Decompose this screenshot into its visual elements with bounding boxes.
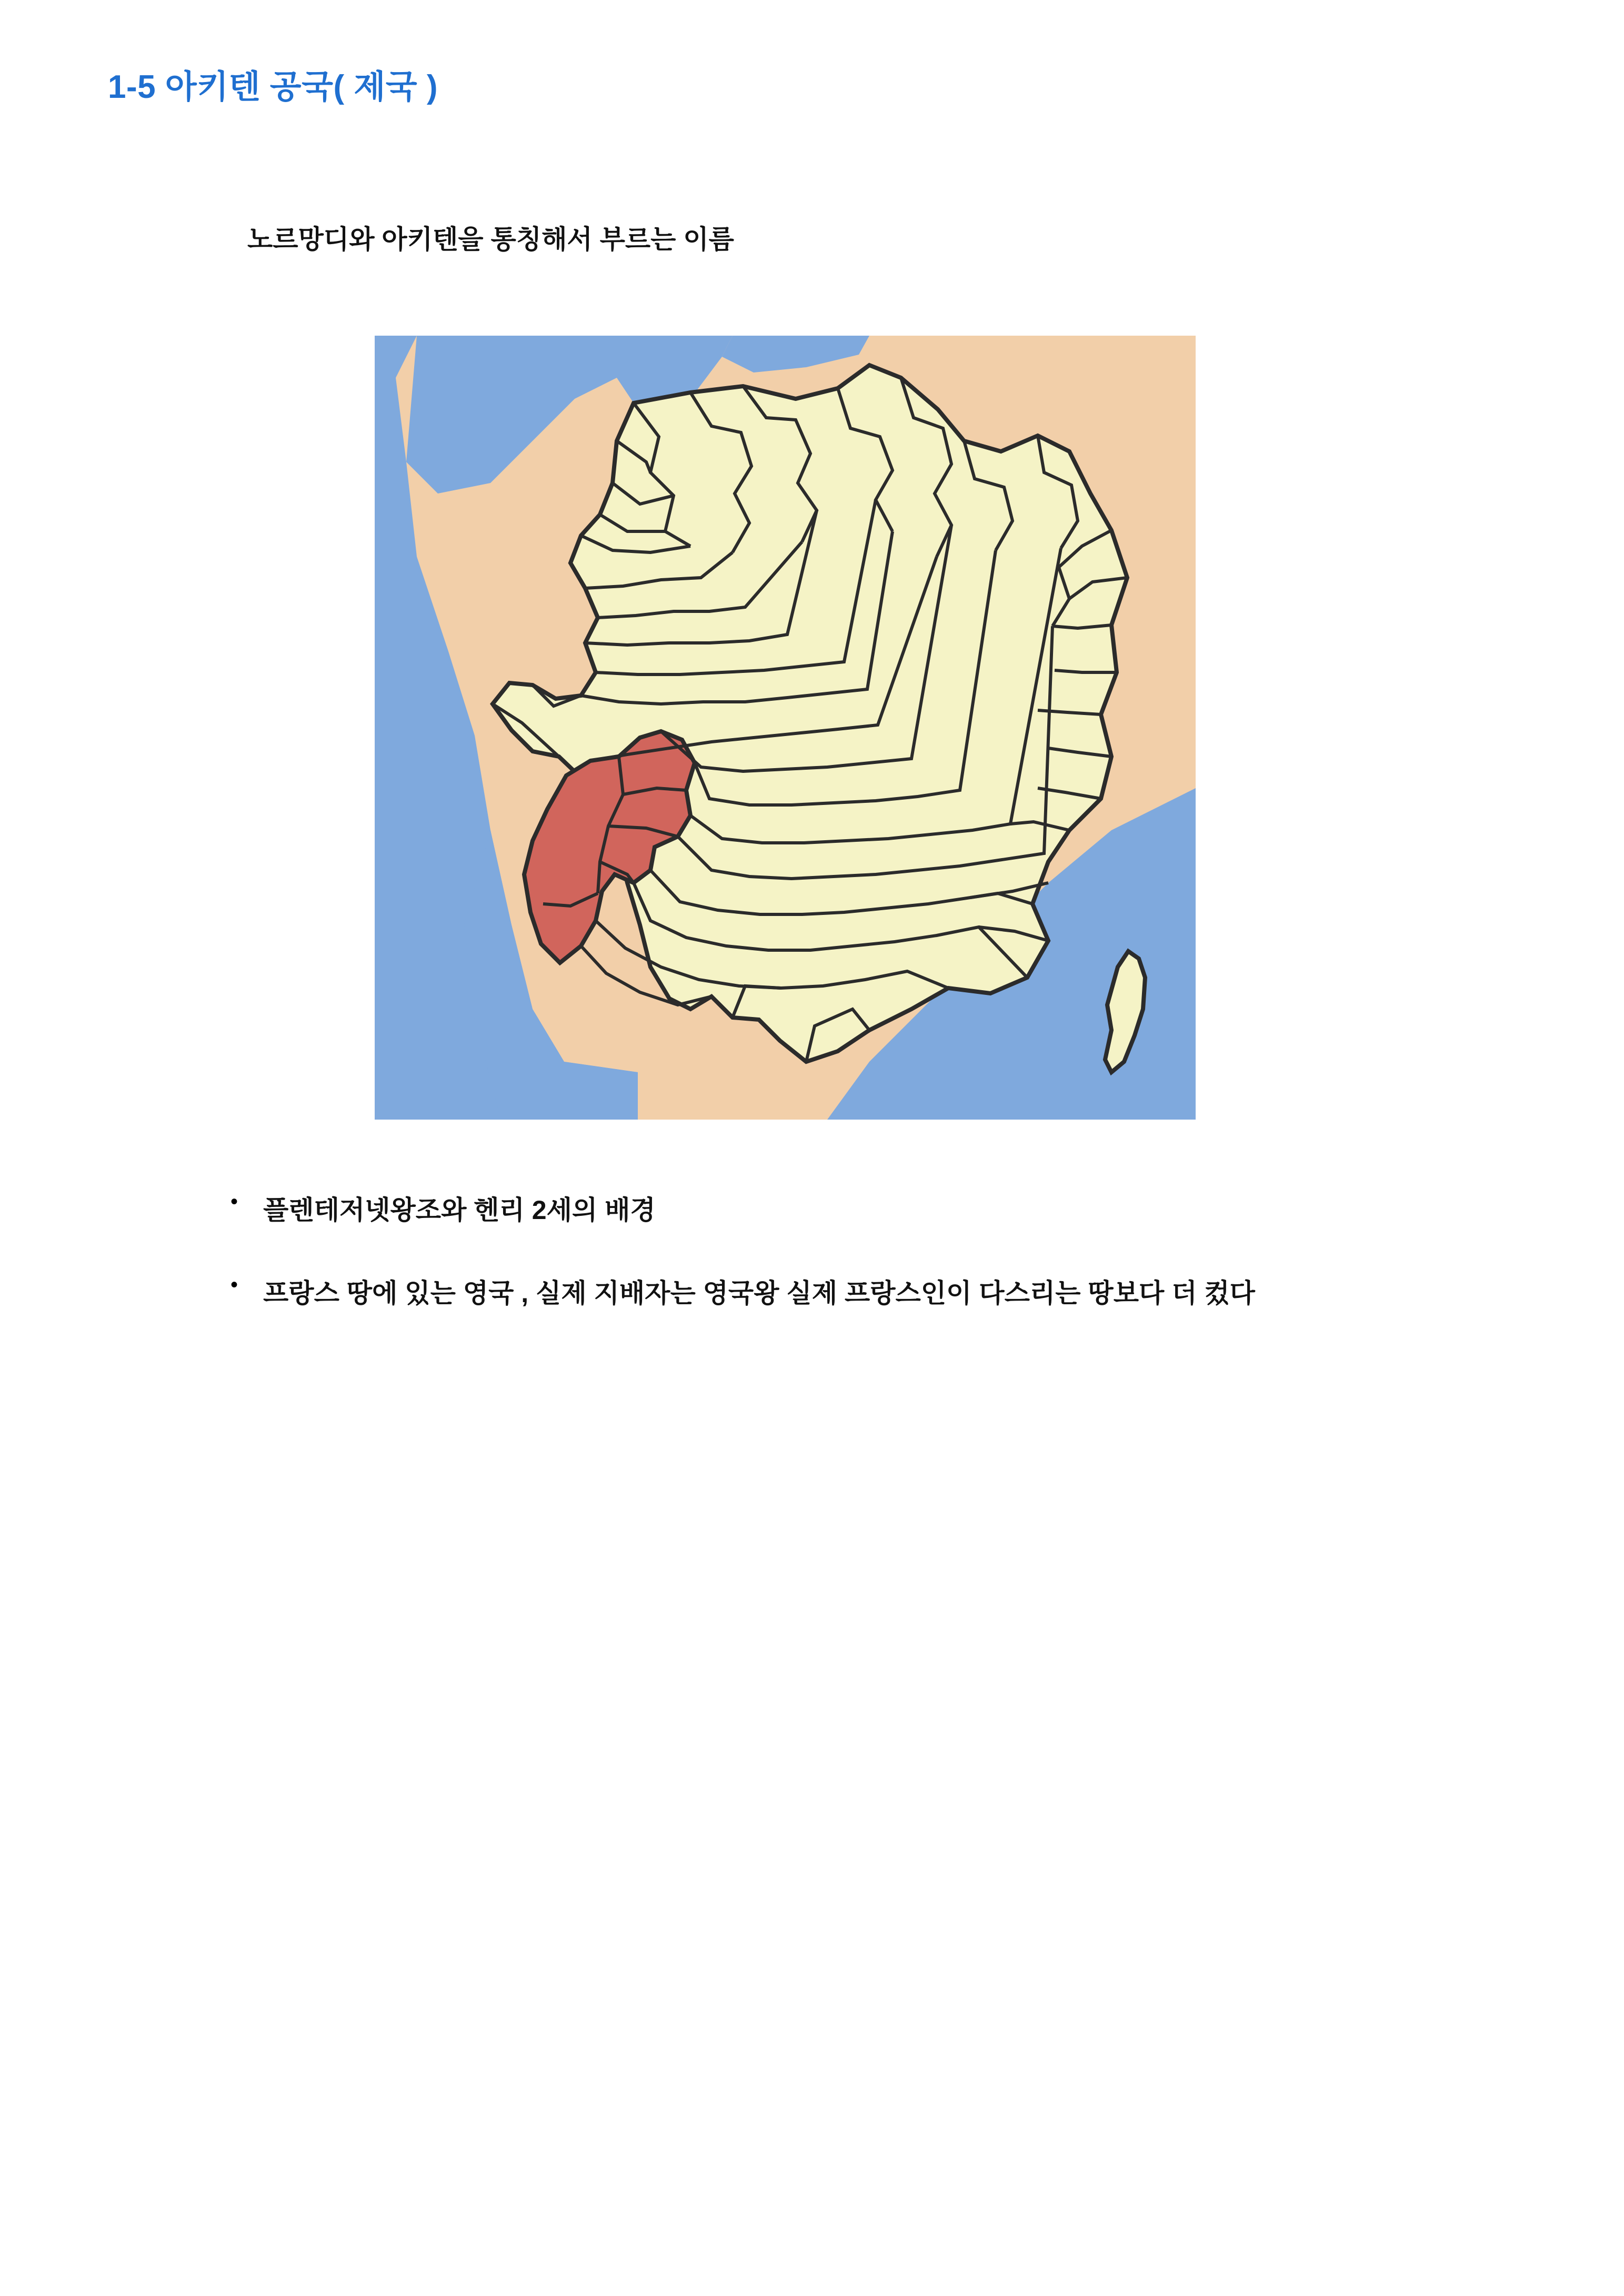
bullet-marker: • bbox=[230, 1190, 238, 1213]
bullet-text: 프랑스 땅에 있는 영국 , 실제 지배자는 영국왕 실제 프랑스인이 다스리는 땅보다 더 컸다 bbox=[263, 1278, 1255, 1308]
bullet-marker: • bbox=[230, 1273, 238, 1296]
bullet-list bbox=[205, 1184, 1468, 1350]
map-figure bbox=[375, 336, 1196, 1120]
page-title: 1-5 아키텐 공국( 제국 ) bbox=[108, 69, 438, 105]
bullet-text: 플렌테저넷왕조와 헨리 2세의 배경 bbox=[263, 1195, 656, 1225]
lead-paragraph: 노르망디와 아키텐을 통칭해서 부르는 이름 bbox=[247, 225, 734, 254]
france-departments-map bbox=[375, 336, 1196, 1120]
list-item bbox=[205, 1184, 1468, 1236]
map-frame bbox=[375, 336, 1196, 1120]
list-item bbox=[205, 1267, 1468, 1320]
